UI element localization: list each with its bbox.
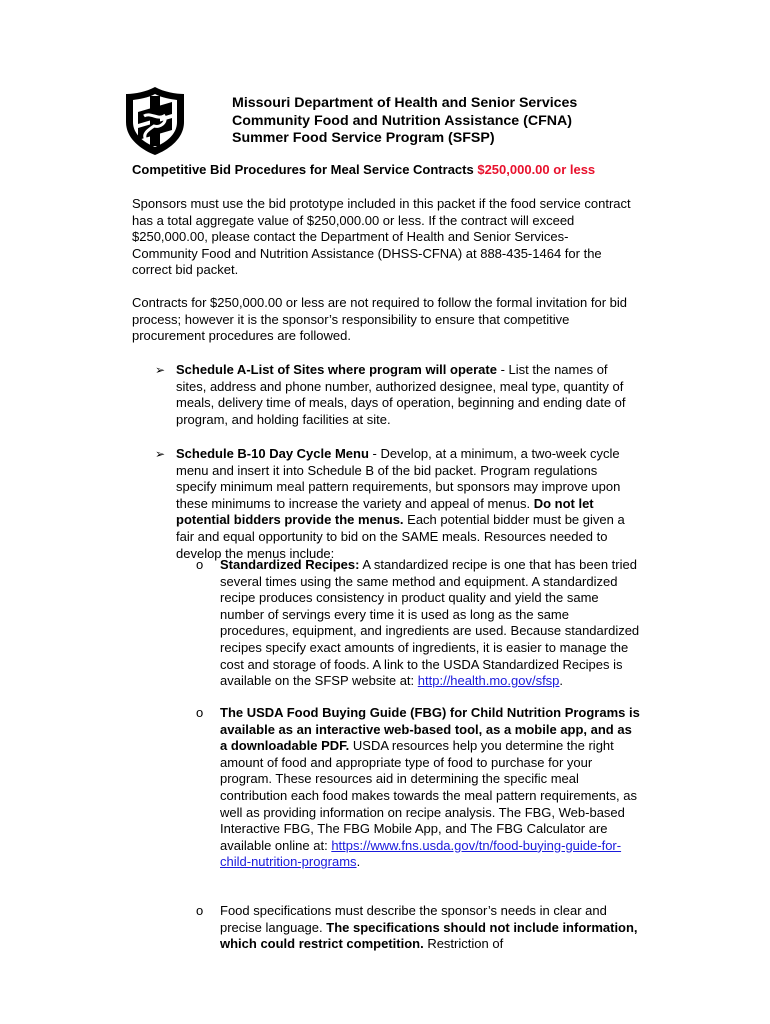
header-division: Community Food and Nutrition Assistance (CFNA): [232, 112, 572, 129]
circle-bullet-icon: o: [196, 557, 204, 572]
standardized-recipes-end: .: [559, 673, 564, 689]
contracts-paragraph: Contracts for $250,000.00 or less are not required to follow the formal invitation for bid process; however it is the sponsor’s responsibility to ensure that competitive procurement procedures are followed.: [132, 295, 627, 344]
schedule-b-warning: Do not let potential bidders provide the menus.: [176, 495, 594, 528]
arrow-bullet-icon: ➢: [155, 363, 166, 377]
food-specs-text: Food specifications must describe the sponsor’s needs in clear and precise language.: [220, 903, 607, 935]
schedule-b-title: Schedule B-10 Day Cycle Menu: [176, 446, 369, 461]
section-title-amount: $250,000.00 or less: [477, 162, 596, 177]
food-specs-text-2: Restriction of: [423, 936, 504, 952]
section-title: [132, 162, 595, 177]
fbg-text: USDA resources help you determine the right amount of food and appropriate type of food to purchase for your program. These resources aid in determining the specific meal contribution each food makes towards the meal pattern requirements, as well as providing information on recipe analysis. The FBG, Web-based Interactive FBG, The FBG Mobile App, and The FBG Calculator are available online at:: [220, 738, 637, 853]
sfsp-website-link[interactable]: http://health.mo.gov/sfsp: [417, 673, 560, 689]
header-department: Missouri Department of Health and Senior Services: [232, 95, 578, 111]
circle-bullet-icon: o: [196, 705, 204, 720]
fbg-link[interactable]: https://www.fns.usda.gov/tn/food-buying-guide-for-child-nutrition-programs: [220, 837, 622, 870]
dhss-shield-logo: [124, 86, 186, 156]
schedule-a-title: Schedule A-List of Sites where program will operate: [176, 362, 497, 377]
schedule-a-text: - List the names of sites, address and phone number, authorized designee, meal type, quantity of meals, delivery time of meals, days of operation, beginning and ending date of program, and holding facilities at site.: [176, 362, 626, 427]
standardized-recipes-text: A standardized recipe is one that has been tried several times using the same method and equipment. A standardized recipe produces consistency in product quality and yield the same number of servings every time it is used as long as the same procedures, equipment, and ingredients are used. Because standardized recipes specify exact amounts of ingredients, it is easier to manage the cost and storage of foods. A link to the USDA Standardized Recipes is available on the SFSP website at:: [220, 557, 640, 689]
circle-bullet-icon: o: [196, 903, 204, 918]
fbg-end: .: [356, 854, 361, 870]
fbg-title: The USDA Food Buying Guide (FBG) for Child Nutrition Programs is available as an interactive web-based tool, as a mobile app, and as a downloadable PDF.: [220, 705, 640, 754]
standardized-recipes-title: Standardized Recipes:: [220, 557, 360, 572]
schedule-b-text: - Develop, at a minimum, a two-week cycle menu and insert it into Schedule B of the bid packet. Program regulations specify minimum meal pattern requirements, but sponsors may improve upon these minimums to increase the variety and appeal of menus.: [176, 446, 621, 511]
schedule-b-text-2: Each potential bidder must be given a fair and equal opportunity to bid on the SAME meals. Resources needed to develop the menus include:: [176, 512, 625, 561]
header-program: Summer Food Service Program (SFSP): [232, 130, 495, 146]
food-specs-warning: The specifications should not include information, which could restrict competition.: [220, 919, 638, 952]
arrow-bullet-icon: ➢: [155, 447, 166, 461]
document-header: [232, 95, 577, 148]
section-title-text: Competitive Bid Procedures for Meal Service Contracts: [132, 162, 474, 177]
intro-paragraph: Sponsors must use the bid prototype included in this packet if the food service contract has a total aggregate value of $250,000.00 or less. If the contract will exceed $250,000.00, please contact the Department of Health and Senior Services-Community Food and Nutrition Assistance (DHSS-CFNA) at 888-435-1464 for the correct bid packet.: [132, 196, 631, 278]
